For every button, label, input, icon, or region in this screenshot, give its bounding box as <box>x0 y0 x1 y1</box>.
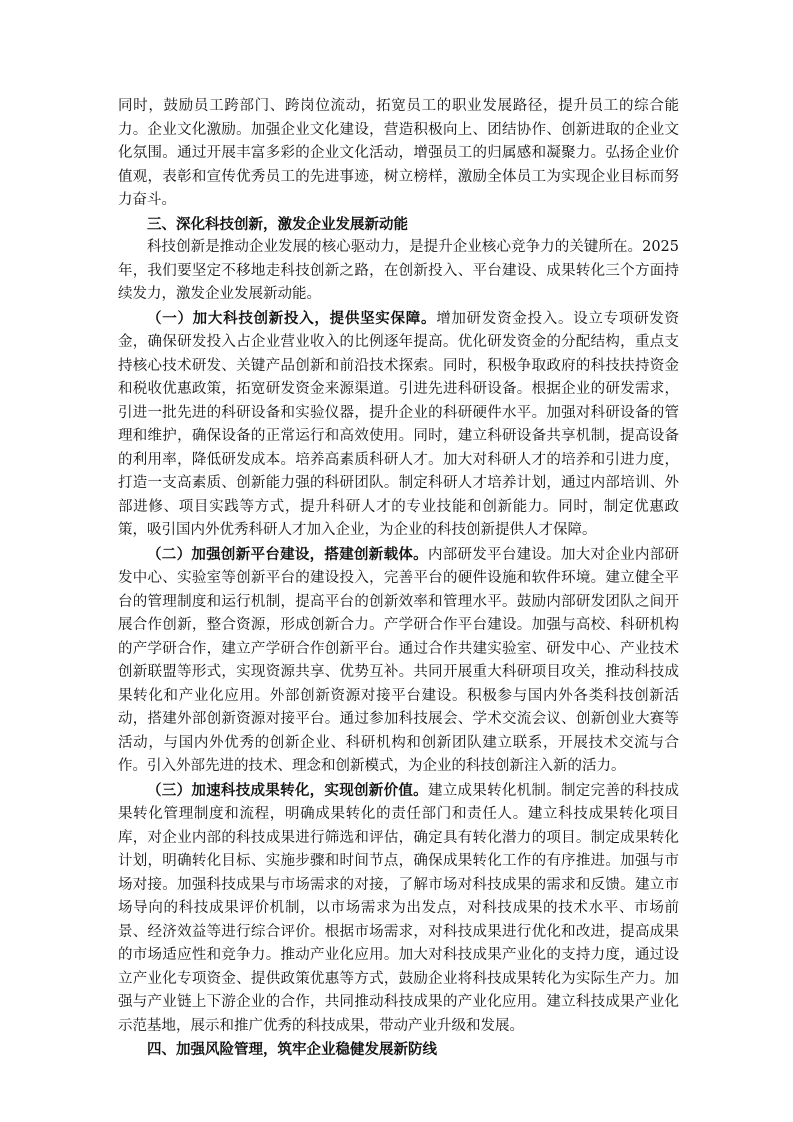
paragraph-subsection-3 <box>118 779 679 1039</box>
subsection-lead: （三）加速科技成果转化，实现创新价值。 <box>147 781 428 799</box>
paragraph-continuation <box>118 95 679 213</box>
subsection-lead: （一）加大科技创新投入，提供坚实保障。 <box>147 309 437 327</box>
section-heading-4: 四、加强风险管理，筑牢企业稳健发展新防线 <box>147 1041 437 1058</box>
paragraph-text: 增加研发资金投入。设立专项研发资金，确保研发投入占企业营业收入的比例逐年提高。优化研发资金的分配结构，重点支持核心技术研发、关键产品创新和前沿技术探索。同时，积极争取政府的科技扶持资金和税收优惠政策，拓宽研发资金来源渠道。引进先进科研设备。根据企业的研发需求，引进一批先进的科研设备和实验仪器，提升企业的科研硬件水平。加强对科研设备的管理和维护，确保设备的正常运行和高效使用。同时，建立科研设备共享机制，提高设备的利用率，降低研发成本。培养高素质科研人才。加大对科研人才的培养和引进力度，打造一支高素质、创新能力强的科研团队。制定科研人才培养计划，通过内部培训、外部进修、项目实践等方式，提升科研人才的专业技能和创新能力。同时，制定优惠政策，吸引国内外优秀科研人才加入企业，为企业的科技创新提供人才保障。 <box>118 310 680 538</box>
paragraph-text: 建立成果转化机制。制定完善的科技成果转化管理制度和流程，明确成果转化的责任部门和责任人。建立科技成果转化项目库，对企业内部的科技成果进行筛选和评估，确定具有转化潜力的项目。制定成果转化计划，明确转化目标、实施步骤和时间节点，确保成果转化工作的有序推进。加强与市场对接。加强科技成果与市场需求的对接，了解市场对科技成果的需求和反馈。建立市场导向的科技成果评价机制，以市场需求为出发点，对科技成果的技术水平、市场前景、经济效益等进行综合评价。根据市场需求，对科技成果进行优化和改进，提高成果的市场适应性和竞争力。推动产业化应用。加大对科技成果产业化的支持力度，通过设立产业化专项资金、提供政策优惠等方式，鼓励企业将科技成果转化为实际生产力。加强与产业链上下游企业的合作，共同推动科技成果的产业化应用。建立科技成果产业化示范基地，展示和推广优秀的科技成果，带动产业升级和发展。 <box>118 782 680 1034</box>
document-page <box>118 95 679 1062</box>
paragraph-subsection-2 <box>118 543 679 779</box>
paragraph-text: 内部研发平台建设。加大对企业内部研发中心、实验室等创新平台的建设投入，完善平台的硬件设施和软件环境。建立健全平台的管理制度和运行机制，提高平台的创新效率和管理水平。鼓励内部研发团队之间开展合作创新，整合资源，形成创新合力。产学研合作平台建设。加强与高校、科研机构的产学研合作，建立产学研合作创新平台。通过合作共建实验室、研发中心、产业技术创新联盟等形式，实现资源共享、优势互补。共同开展重大科研项目攻关，推动科技成果转化和产业化应用。外部创新资源对接平台建设。积极参与国内外各类科技创新活动，搭建外部创新资源对接平台。通过参加科技展会、学术交流会议、创新创业大赛等活动，与国内外优秀的创新企业、科研机构和创新团队建立联系，开展技术交流与合作。引入外部先进的技术、理念和创新模式，为企业的科技创新注入新的活力。 <box>118 546 680 774</box>
paragraph-text: 同时，鼓励员工跨部门、跨岗位流动，拓宽员工的职业发展路径，提升员工的综合能力。企业文化激励。加强企业文化建设，营造积极向上、团结协作、创新进取的企业文化氛围。通过开展丰富多彩的企业文化活动，增强员工的归属感和凝聚力。弘扬企业价值观，表彰和宣传优秀员工的先进事迹，树立榜样，激励全体员工为实现企业目标而努力奋斗。 <box>118 98 679 208</box>
subsection-lead: （二）加强创新平台建设，搭建创新载体。 <box>147 545 428 563</box>
paragraph-subsection-1 <box>118 307 679 543</box>
paragraph-text: 科技创新是推动企业发展的核心驱动力，是提升企业核心竞争力的关键所在。2025 年，我们要坚定不移地走科技创新之路，在创新投入、平台建设、成果转化三个方面持续发力，激发企业发展新动能。 <box>118 239 679 302</box>
section-heading-3: 三、深化科技创新，激发企业发展新动能 <box>147 215 408 233</box>
paragraph-intro <box>118 236 679 307</box>
